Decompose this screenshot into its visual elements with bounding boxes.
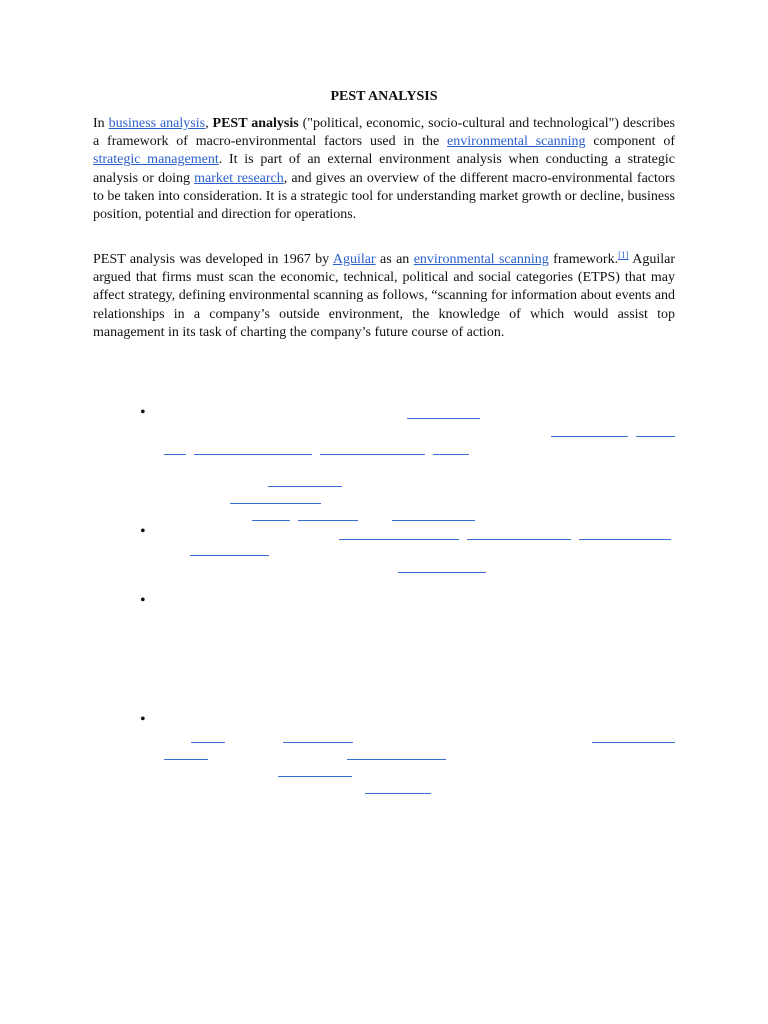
hidden-link-underline[interactable] [398,572,486,573]
link-aguilar[interactable]: Aguilar [332,252,376,267]
hidden-link-underline[interactable] [278,776,352,777]
hidden-link-underline[interactable] [252,520,290,521]
intro-paragraph [93,115,675,224]
p2-text-4: Aguilar argued that firms must scan the economic, technical, political and social categories (ETPS) that may affect strategy, defining environmental scanning as follows, “scanning for information about events and relationships in a company’s outside environment, the knowledge of which would assist top management in its task of charting the company’s future course of action. [93,252,675,340]
hidden-link-underline[interactable] [347,759,446,760]
hidden-link-underline[interactable] [433,454,469,455]
hidden-link-underline[interactable] [592,742,675,743]
hidden-link-underline[interactable] [298,520,358,521]
hidden-link-underline[interactable] [636,436,675,437]
hidden-link-underline[interactable] [467,539,571,540]
list-bullet-4: • [140,711,146,728]
hidden-link-underline[interactable] [164,454,186,455]
list-bullet-3: • [140,592,146,609]
hidden-link-underline[interactable] [365,793,431,794]
page-title: PEST ANALYSIS [330,89,438,104]
hidden-link-underline[interactable] [268,486,342,487]
p1-text-4: component of [585,134,675,150]
list-bullet-2: • [140,523,146,540]
hidden-link-underline[interactable] [579,539,671,540]
history-paragraph [93,251,675,342]
p1-text-6: , and gives an overview of the different macro-environmental factors to be taken into consideration. It is a strategic tool for understanding market growth or decline, business position, potential and direction for operations. [93,170,676,223]
p2-text-1: PEST analysis was developed in 1967 by [93,252,333,267]
hidden-link-underline[interactable] [194,454,312,455]
p1-text-1: In [93,116,109,131]
p2-text-3: framework. [548,252,619,267]
hidden-link-underline[interactable] [392,520,475,521]
pest-analysis-term: PEST analysis [212,116,299,131]
hidden-link-underline[interactable] [191,742,225,743]
link-market-research[interactable]: market research [194,170,284,186]
link-business-analysis[interactable]: business analysis [108,116,206,131]
link-environmental-scanning-2[interactable]: environmental scanning [413,252,549,267]
hidden-link-underline[interactable] [283,742,353,743]
hidden-link-underline[interactable] [407,418,480,419]
p1-text-2: , [205,116,213,131]
list-bullet-1: • [140,404,146,421]
citation-link-1[interactable]: [1] [618,250,629,260]
hidden-link-underline[interactable] [320,454,425,455]
hidden-link-underline[interactable] [551,436,628,437]
hidden-link-underline[interactable] [190,555,269,556]
p1-text-5: . It is part of an external environment analysis when conducting a strategic analysis or doing [93,152,675,186]
p1-text-3: ("political, economic, socio-cultural and technological") describes a framework of macro-environmental factors used in the [93,116,675,150]
hidden-link-underline[interactable] [230,503,321,504]
hidden-link-underline[interactable] [339,539,459,540]
link-strategic-management[interactable]: strategic management [93,152,219,168]
link-environmental-scanning[interactable]: environmental scanning [447,134,586,150]
p2-text-2: as an [375,252,414,267]
hidden-link-underline[interactable] [164,759,208,760]
